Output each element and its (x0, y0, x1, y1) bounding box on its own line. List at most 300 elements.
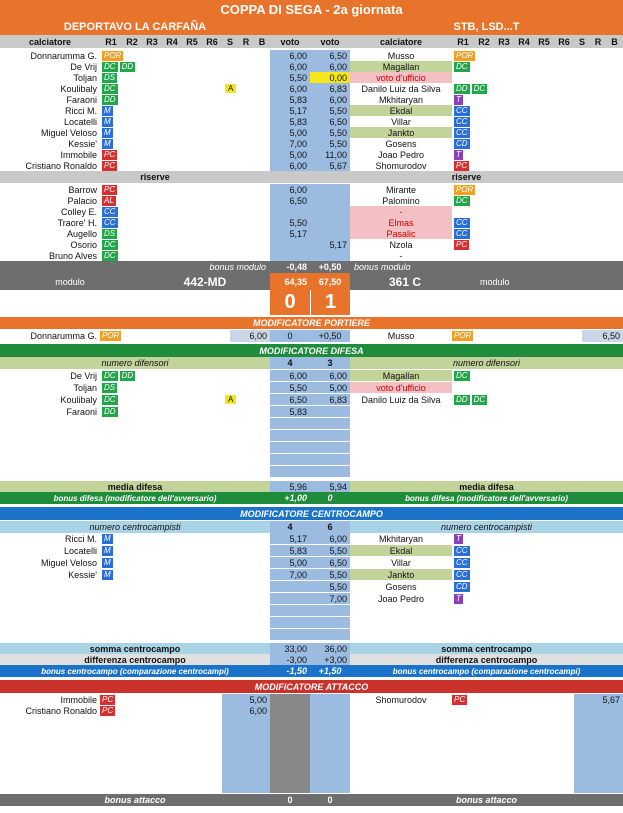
vote (310, 605, 350, 616)
roles (452, 593, 623, 604)
spacer (0, 290, 270, 315)
role-badge: CC (456, 569, 468, 579)
roles (100, 61, 270, 72)
vote (310, 466, 350, 477)
vote: 5,83 (270, 94, 310, 105)
role-badge: CC (456, 228, 468, 238)
attack-row (0, 749, 623, 760)
spacer (270, 716, 310, 727)
somma-away: 36,00 (310, 643, 350, 654)
player-name: Colley E. (60, 206, 97, 217)
roles (452, 533, 623, 544)
player-name: Traore' H. (57, 217, 97, 228)
player-row (0, 195, 623, 206)
player-row (0, 442, 623, 453)
vote (310, 206, 350, 217)
roles (452, 239, 623, 250)
role-badge: M (104, 127, 111, 137)
vote (310, 184, 350, 195)
player-row (0, 557, 623, 568)
roles (100, 545, 270, 556)
spacer (310, 738, 350, 749)
vote (310, 629, 350, 640)
diff-home: -3,00 (270, 654, 310, 665)
vote: 5,00 (310, 382, 350, 393)
vote (270, 430, 310, 441)
role-badge: CC (104, 206, 116, 216)
home-total: 64,35 (270, 273, 310, 290)
attack-row (0, 760, 623, 771)
player-name: Nzola (389, 239, 413, 250)
roles (100, 727, 222, 738)
goalkeeper-row (0, 330, 623, 342)
media-home: 5,96 (270, 481, 310, 492)
player-name: Barrow (68, 184, 97, 195)
vote (270, 617, 310, 628)
role-badge: T (456, 149, 461, 159)
roles (452, 418, 623, 429)
bonus-modulo-row (0, 261, 623, 273)
player-name (0, 442, 100, 453)
bonus-label: bonus attacco (104, 795, 166, 805)
role-badge: POR (102, 331, 120, 340)
role-badge: M (104, 533, 111, 543)
vote (574, 782, 623, 793)
player-name (0, 629, 100, 640)
roles (100, 605, 270, 616)
spacer (310, 760, 350, 771)
col-header: calciatore (379, 36, 423, 47)
roles (452, 184, 623, 195)
role-badge: DS (104, 228, 116, 238)
vote (270, 454, 310, 465)
roles (100, 533, 270, 544)
vote: 5,50 (270, 382, 310, 393)
player-row (0, 94, 623, 105)
roles (452, 330, 582, 342)
role-badge: DC (104, 370, 116, 380)
roles (100, 72, 270, 83)
vote: 6,00 (270, 184, 310, 195)
player-row (0, 382, 623, 393)
player-name: De Vrij (70, 61, 97, 72)
player-name: Koulibaly (60, 394, 97, 405)
media-label: media difesa (459, 481, 514, 492)
player-name (0, 418, 100, 429)
vote: 7,00 (310, 593, 350, 604)
vote (310, 250, 350, 261)
role-badge: DD (104, 406, 116, 416)
player-name: Jankto (350, 127, 452, 138)
player-name: Gosens (385, 581, 417, 592)
roles (100, 382, 270, 393)
bonus-modulo-label: bonus modulo (354, 262, 411, 272)
player-row (0, 83, 623, 94)
player-name (0, 727, 100, 738)
player-name: Ekdal (350, 105, 452, 116)
role-badge: M (104, 116, 111, 126)
player-name: Villar (391, 116, 411, 127)
spacer (270, 782, 310, 793)
reserves-header (0, 171, 623, 183)
vote: 6,50 (270, 394, 310, 405)
roles (100, 160, 270, 171)
col-header: R (594, 36, 602, 47)
vote: 5,83 (270, 116, 310, 127)
player-name (350, 716, 452, 727)
player-name (350, 771, 452, 782)
somma-label: somma centrocampo (441, 643, 532, 654)
roles (452, 94, 623, 105)
player-name: Kessie' (68, 138, 97, 149)
attack-row (0, 738, 623, 749)
vote (270, 442, 310, 453)
team-bar (0, 18, 623, 35)
roles (452, 195, 623, 206)
roles (100, 94, 270, 105)
count-row (0, 357, 623, 369)
roles (452, 749, 574, 760)
role-badge: CD (456, 138, 468, 148)
player-name: Musso (387, 331, 415, 341)
vote: 5,00 (270, 127, 310, 138)
role-badge: T (456, 533, 461, 543)
vote (222, 760, 270, 771)
roles (452, 127, 623, 138)
role-badge: CC (456, 545, 468, 555)
player-row (0, 72, 623, 83)
attack-row (0, 782, 623, 793)
vote (310, 454, 350, 465)
player-name: Palomino (382, 195, 420, 206)
vote: 11,00 (310, 149, 350, 160)
roles (452, 250, 623, 261)
player-name: Toljan (73, 72, 97, 83)
role-badge: M (104, 569, 111, 579)
player-name (350, 738, 452, 749)
player-name (0, 581, 100, 592)
role-badge: DC (473, 83, 486, 93)
vote: 6,83 (310, 394, 350, 405)
vote: 5,17 (270, 533, 310, 544)
player-name: Villar (391, 557, 411, 568)
home-score: 0 (270, 290, 310, 315)
vote (222, 727, 270, 738)
vote (574, 749, 623, 760)
player-name: Faraoni (66, 94, 97, 105)
vote: 5,00 (222, 694, 270, 705)
player-name: Joao Pedro (377, 593, 425, 604)
role-badge: M (104, 545, 111, 555)
player-name (350, 442, 452, 453)
player-row (0, 406, 623, 417)
roles (452, 617, 623, 628)
player-name: Faraoni (66, 406, 97, 417)
roles (452, 545, 623, 556)
section-header (0, 317, 623, 329)
player-name (0, 771, 100, 782)
vote: 6,00 (310, 61, 350, 72)
vote: 5,00 (270, 149, 310, 160)
roles (100, 105, 270, 116)
bonus-label: bonus difesa (modificatore dell'avversario) (53, 493, 217, 503)
num-label: numero centrocampisti (350, 521, 623, 533)
roles (100, 330, 230, 342)
role-badge: POR (456, 50, 474, 60)
roles (100, 557, 270, 568)
vote: 5,50 (310, 581, 350, 592)
player-name (350, 466, 452, 477)
player-name: De Vrij (70, 370, 97, 381)
role-badge: DD (121, 370, 134, 380)
player-name: voto d'ufficio (350, 382, 452, 393)
player-name: Ricci M. (65, 105, 97, 116)
vote: 5,50 (310, 127, 350, 138)
player-name: Mkhitaryan (378, 533, 423, 544)
player-name: Koulibaly (60, 83, 97, 94)
player-name: Cristiano Ronaldo (25, 705, 97, 716)
player-name: Toljan (73, 382, 97, 393)
vote: 7,00 (270, 138, 310, 149)
player-name: Shomurodov (375, 160, 427, 171)
vote (310, 217, 350, 228)
bonus-row (0, 794, 623, 806)
vote: 5,50 (310, 138, 350, 149)
role-badge: PC (102, 705, 114, 715)
vote: 5,83 (270, 406, 310, 417)
vote: 5,17 (310, 239, 350, 250)
role-badge: PC (104, 184, 116, 194)
title-bar (0, 0, 623, 18)
player-name: Mkhitaryan (378, 94, 423, 105)
player-name: Shomurodov (375, 694, 427, 705)
player-name (350, 782, 452, 793)
roles (100, 83, 270, 94)
diff-row (0, 654, 623, 665)
roles (100, 195, 270, 206)
vote: 5,50 (270, 72, 310, 83)
roles (100, 239, 270, 250)
role-badge: DC (456, 61, 468, 71)
player-name: Jankto (350, 569, 452, 580)
player-row (0, 418, 623, 429)
bonus: +0,50 (310, 330, 350, 342)
player-name: Pasalic (350, 228, 452, 239)
roles (100, 116, 270, 127)
player-row (0, 239, 623, 250)
player-name (350, 605, 452, 616)
player-name: voto d'ufficio (350, 72, 452, 83)
roles (100, 782, 222, 793)
vote (310, 430, 350, 441)
ammonito-badge: A (225, 84, 236, 93)
media-row (0, 481, 623, 492)
spacer (270, 771, 310, 782)
roles (452, 605, 623, 616)
vote: 6,00 (270, 160, 310, 171)
modulo-label: modulo (55, 276, 85, 287)
roles (452, 716, 574, 727)
role-badge: M (104, 138, 111, 148)
vote: 7,00 (270, 569, 310, 580)
role-badge: CD (456, 581, 468, 591)
vote: 6,00 (310, 533, 350, 544)
col-header: R3 (498, 36, 510, 47)
player-row (0, 394, 623, 405)
col-header: B (611, 36, 618, 47)
col-header: R3 (146, 36, 158, 47)
player-name (350, 430, 452, 441)
player-row (0, 105, 623, 116)
player-name (350, 705, 452, 716)
vote: 5,50 (310, 569, 350, 580)
role-badge: POR (104, 50, 122, 60)
roles (452, 705, 574, 716)
bonus-home: 0 (287, 795, 293, 805)
spacer (270, 705, 310, 716)
vote: 6,50 (310, 50, 350, 61)
vote (574, 705, 623, 716)
player-row (0, 116, 623, 127)
mod-portieri-title: MODIFICATORE PORTIERE (252, 318, 370, 328)
reserves-label: riserve (451, 172, 482, 182)
mod-difesa-title: MODIFICATORE DIFESA (259, 345, 364, 356)
somma-label: somma centrocampo (89, 643, 181, 654)
role-badge: DS (104, 72, 116, 82)
roles (100, 228, 270, 239)
bonus-home: +1,00 (284, 493, 307, 503)
diff-label: differenza centrocampo (0, 654, 270, 665)
role-badge: CC (456, 217, 468, 227)
role-badge: DC (473, 394, 486, 404)
vote (310, 442, 350, 453)
count: 6 (310, 521, 350, 533)
player-name (0, 593, 100, 604)
col-header: voto (280, 36, 300, 47)
vote: 6,00 (270, 61, 310, 72)
player-row (0, 217, 623, 228)
roles (100, 138, 270, 149)
vote: 0,00 (310, 72, 350, 83)
bonus: 0 (270, 330, 310, 342)
spacer (310, 771, 350, 782)
bonus-label: bonus centrocampo (comparazione centrocampi) (392, 666, 581, 676)
player-name: Locatelli (63, 545, 97, 556)
roles (452, 727, 574, 738)
spacer (310, 727, 350, 738)
col-header: S (578, 36, 585, 47)
vote: 6,00 (310, 370, 350, 381)
vote: 6,00 (270, 83, 310, 94)
section-header (0, 680, 623, 693)
col-header: B (258, 36, 266, 47)
bonus-modulo-home: -0,48 (286, 262, 307, 272)
vote (270, 593, 310, 604)
away-team-name: STB, LSD...T (453, 20, 520, 33)
col-header: S (226, 36, 233, 47)
spacer (270, 18, 350, 35)
roles (452, 138, 623, 149)
player-name: Gosens (385, 138, 417, 149)
home-team-name: DEPORTAVO LA CARFAÑA (63, 20, 207, 33)
roles (100, 442, 270, 453)
vote: 6,00 (270, 50, 310, 61)
role-badge: CC (456, 105, 468, 115)
spacer (270, 738, 310, 749)
player-row (0, 50, 623, 61)
bonus-label: bonus difesa (modificatore dell'avversario) (405, 493, 568, 503)
roles (100, 250, 270, 261)
player-name: Miguel Veloso (40, 557, 97, 568)
media-away: 5,94 (310, 481, 350, 492)
player-name: - (350, 206, 452, 217)
player-name: Augello (66, 228, 97, 239)
num-label: numero difensori (0, 357, 270, 369)
role-badge: PC (454, 694, 466, 704)
role-badge: CC (104, 217, 116, 227)
role-badge: PC (456, 160, 468, 170)
player-name (350, 454, 452, 465)
player-name: Bruno Alves (48, 250, 97, 261)
role-badge: CC (456, 557, 468, 567)
attack-row (0, 694, 623, 705)
player-name: Mirante (385, 184, 416, 195)
bonus-row (0, 665, 623, 677)
col-header: R2 (478, 36, 490, 47)
bonus-away: 0 (327, 795, 333, 805)
num-label: numero centrocampisti (0, 521, 270, 533)
role-badge: DD (121, 61, 134, 71)
player-name (350, 617, 452, 628)
player-name: - (399, 250, 403, 261)
spacer (310, 749, 350, 760)
col-header: R1 (105, 36, 117, 47)
col-header: voto (320, 36, 340, 47)
player-name: Ricci M. (65, 533, 97, 544)
modulo-row (0, 273, 623, 290)
count: 4 (270, 521, 310, 533)
roles (100, 581, 270, 592)
roles (100, 370, 270, 381)
spacer (310, 716, 350, 727)
count: 3 (310, 357, 350, 369)
roles (100, 184, 270, 195)
vote: 5,17 (270, 105, 310, 116)
roles (452, 105, 623, 116)
roles (100, 206, 270, 217)
role-badge: M (104, 105, 111, 115)
roles (100, 694, 222, 705)
roles (452, 782, 574, 793)
role-badge: CC (456, 116, 468, 126)
attack-row (0, 705, 623, 716)
role-badge: PC (102, 694, 114, 704)
somma-home: 33,00 (270, 643, 310, 654)
vote: 5,83 (270, 545, 310, 556)
player-name (350, 760, 452, 771)
player-name: Elmas (350, 217, 452, 228)
away-module: 361 C (388, 274, 422, 289)
reserves-label: riserve (140, 172, 170, 182)
vote (574, 716, 623, 727)
col-header: R5 (538, 36, 550, 47)
bonus-label: bonus centrocampo (comparazione centrocampi) (41, 666, 229, 676)
player-name: Donnarumma G. (30, 331, 97, 341)
diff-away: +3,00 (310, 654, 350, 665)
player-row (0, 250, 623, 261)
player-name (350, 629, 452, 640)
player-name: Cristiano Ronaldo (25, 160, 97, 171)
